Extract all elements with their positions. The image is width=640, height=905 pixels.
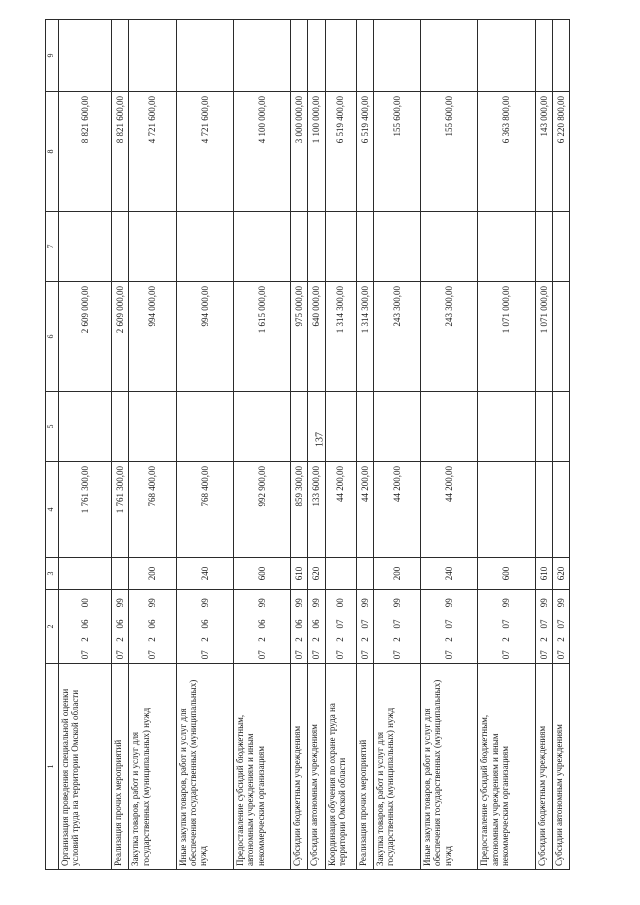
code-part-cell: 07: [478, 616, 535, 633]
code-part-cell: 07: [325, 616, 356, 633]
amount-cell-col9: 3 000 000,00: [291, 92, 308, 212]
budget-table: [45, 19, 570, 870]
row-name-cell: Субсидии бюджетным учреждениям: [291, 664, 308, 870]
row-name-cell: Предоставление субсидий бюджетным, автономным учреждениям и иным некоммерческим организациям: [478, 664, 535, 870]
amount-cell-col5: 992 900,00: [234, 462, 291, 558]
amount-cell-col6: [356, 392, 373, 462]
amount-cell-col5: [478, 462, 535, 558]
table-row: [373, 20, 420, 870]
amount-cell-col6: [478, 392, 535, 462]
code-part-cell: 00: [325, 590, 356, 616]
row-name-cell: Реализация прочих мероприятий: [112, 664, 129, 870]
code-part-cell: 2: [129, 633, 176, 647]
col-header: 7: [46, 212, 59, 282]
code-part-cell: 2: [535, 633, 552, 647]
code-part-cell: 99: [176, 590, 233, 616]
code-part-cell: 06: [59, 616, 112, 633]
code-part-cell: 2: [373, 633, 420, 647]
code-part-cell: 07: [373, 647, 420, 664]
page-number: 137: [314, 432, 326, 447]
amount-cell-col8: [356, 212, 373, 282]
code-part-cell: 2: [59, 633, 112, 647]
code-part-cell: 07: [291, 647, 308, 664]
amount-cell-col9: 155 600,00: [373, 92, 420, 212]
amount-cell-col8: [552, 212, 569, 282]
amount-cell-col9: 4 721 600,00: [129, 92, 176, 212]
code-part-cell: 2: [552, 633, 569, 647]
code-part-cell: 99: [356, 590, 373, 616]
row-name-cell: Субсидии автономным учреждениям: [552, 664, 569, 870]
amount-cell-col5: [552, 462, 569, 558]
amount-cell-col10: [59, 20, 112, 92]
amount-cell-col8: [112, 212, 129, 282]
code-part-cell: 2: [308, 633, 325, 647]
code-part-cell: 99: [535, 590, 552, 616]
expense-type-cell: 600: [478, 558, 535, 590]
amount-cell-col9: 6 519 400,00: [356, 92, 373, 212]
code-part-cell: 2: [112, 633, 129, 647]
code-part-cell: 06: [234, 616, 291, 633]
row-name-cell: Координация обучения по охране труда на территории Омской области: [325, 664, 356, 870]
table-row: [421, 20, 478, 870]
amount-cell-col8: [308, 212, 325, 282]
amount-cell-col8: [325, 212, 356, 282]
amount-cell-col8: [373, 212, 420, 282]
amount-cell-col7: [552, 282, 569, 392]
row-name-cell: Реализация прочих мероприятий: [356, 664, 373, 870]
amount-cell-col5: 44 200,00: [421, 462, 478, 558]
col-header: 5: [46, 392, 59, 462]
amount-cell-col10: [373, 20, 420, 92]
amount-cell-col8: [59, 212, 112, 282]
amount-cell-col7: 1 314 300,00: [325, 282, 356, 392]
code-part-cell: 07: [176, 647, 233, 664]
amount-cell-col5: 44 200,00: [325, 462, 356, 558]
expense-type-cell: 610: [535, 558, 552, 590]
code-part-cell: 2: [176, 633, 233, 647]
code-part-cell: 06: [291, 616, 308, 633]
amount-cell-col8: [421, 212, 478, 282]
code-part-cell: 2: [356, 633, 373, 647]
code-part-cell: 07: [356, 616, 373, 633]
amount-cell-col8: [291, 212, 308, 282]
amount-cell-col6: [234, 392, 291, 462]
table-row: [356, 20, 373, 870]
expense-type-cell: [356, 558, 373, 590]
amount-cell-col6: [535, 392, 552, 462]
row-name-cell: Иные закупки товаров, работ и услуг для обеспечения государственных (муниципальных) нужд: [421, 664, 478, 870]
amount-cell-col7: 1 071 000,00: [535, 282, 552, 392]
code-part-cell: 2: [478, 633, 535, 647]
col-header: 3: [46, 558, 59, 590]
amount-cell-col10: [112, 20, 129, 92]
code-part-cell: 99: [552, 590, 569, 616]
amount-cell-col5: 44 200,00: [373, 462, 420, 558]
expense-type-cell: 610: [291, 558, 308, 590]
amount-cell-col10: [552, 20, 569, 92]
amount-cell-col5: 768 400,00: [176, 462, 233, 558]
amount-cell-col10: [291, 20, 308, 92]
amount-cell-col6: [59, 392, 112, 462]
amount-cell-col10: [421, 20, 478, 92]
table-row: [129, 20, 176, 870]
amount-cell-col8: [176, 212, 233, 282]
amount-cell-col9: 6 220 800,00: [552, 92, 569, 212]
amount-cell-col7: 2 609 000,00: [59, 282, 112, 392]
expense-type-cell: 240: [421, 558, 478, 590]
amount-cell-col8: [535, 212, 552, 282]
amount-cell-col6: [373, 392, 420, 462]
row-name-cell: Закупка товаров, работ и услуг для государственных (муниципальных) нужд: [373, 664, 420, 870]
col-header: 1: [46, 664, 59, 870]
code-part-cell: 07: [421, 647, 478, 664]
amount-cell-col10: [129, 20, 176, 92]
amount-cell-col6: [176, 392, 233, 462]
code-part-cell: 99: [234, 590, 291, 616]
col-header: 6: [46, 282, 59, 392]
amount-cell-col7: 975 000,00: [291, 282, 308, 392]
amount-cell-col9: 6 363 800,00: [478, 92, 535, 212]
expense-type-cell: 620: [308, 558, 325, 590]
col-header: 9: [46, 20, 59, 92]
amount-cell-col10: [176, 20, 233, 92]
col-header: 8: [46, 92, 59, 212]
amount-cell-col7: 1 071 000,00: [478, 282, 535, 392]
code-part-cell: 00: [59, 590, 112, 616]
code-part-cell: 2: [291, 633, 308, 647]
amount-cell-col7: 1 615 000,00: [234, 282, 291, 392]
amount-cell-col10: [535, 20, 552, 92]
code-part-cell: 99: [373, 590, 420, 616]
code-part-cell: 2: [234, 633, 291, 647]
amount-cell-col7: 2 609 000,00: [112, 282, 129, 392]
amount-cell-col7: 243 300,00: [373, 282, 420, 392]
expense-type-cell: [325, 558, 356, 590]
amount-cell-col5: 768 400,00: [129, 462, 176, 558]
table-row: [308, 20, 325, 870]
table-row: [176, 20, 233, 870]
code-part-cell: 07: [356, 647, 373, 664]
code-part-cell: 99: [478, 590, 535, 616]
amount-cell-col6: [308, 392, 325, 462]
code-part-cell: 07: [112, 647, 129, 664]
amount-cell-col5: 133 600,00: [308, 462, 325, 558]
expense-type-cell: 620: [552, 558, 569, 590]
amount-cell-col10: [478, 20, 535, 92]
amount-cell-col6: [552, 392, 569, 462]
amount-cell-col6: [112, 392, 129, 462]
table-row: [59, 20, 112, 870]
row-name-cell: Закупка товаров, работ и услуг для государственных (муниципальных) нужд: [129, 664, 176, 870]
code-part-cell: 07: [234, 647, 291, 664]
budget-table-rotated: [45, 20, 570, 870]
code-part-cell: 06: [112, 616, 129, 633]
col-header: 4: [46, 462, 59, 558]
amount-cell-col10: [325, 20, 356, 92]
expense-type-cell: 600: [234, 558, 291, 590]
amount-cell-col9: 6 519 400,00: [325, 92, 356, 212]
code-part-cell: 99: [112, 590, 129, 616]
code-part-cell: 99: [421, 590, 478, 616]
row-name-cell: Иные закупки товаров, работ и услуг для обеспечения государственных (муниципальных) нужд: [176, 664, 233, 870]
row-name-cell: Субсидии бюджетным учреждениям: [535, 664, 552, 870]
amount-cell-col8: [129, 212, 176, 282]
code-part-cell: 99: [291, 590, 308, 616]
row-name-cell: Организация проведения специальной оценки условий труда на территории Омской области: [59, 664, 112, 870]
table-row: [552, 20, 569, 870]
amount-cell-col7: 994 000,00: [129, 282, 176, 392]
amount-cell-col7: 994 000,00: [176, 282, 233, 392]
amount-cell-col5: 44 200,00: [356, 462, 373, 558]
amount-cell-col9: 4 100 000,00: [234, 92, 291, 212]
table-row: [112, 20, 129, 870]
code-part-cell: 2: [325, 633, 356, 647]
amount-cell-col5: 859 300,00: [291, 462, 308, 558]
code-part-cell: 07: [535, 647, 552, 664]
expense-type-cell: [59, 558, 112, 590]
amount-cell-col9: 155 600,00: [421, 92, 478, 212]
amount-cell-col10: [308, 20, 325, 92]
amount-cell-col9: 143 000,00: [535, 92, 552, 212]
expense-type-cell: 240: [176, 558, 233, 590]
amount-cell-col6: [129, 392, 176, 462]
amount-cell-col10: [356, 20, 373, 92]
code-part-cell: 07: [325, 647, 356, 664]
code-part-cell: 07: [129, 647, 176, 664]
code-part-cell: 06: [129, 616, 176, 633]
row-name-cell: Предоставление субсидий бюджетным, автономным учреждениям и иным некоммерческим организациям: [234, 664, 291, 870]
amount-cell-col9: 4 721 600,00: [176, 92, 233, 212]
amount-cell-col7: 1 314 300,00: [356, 282, 373, 392]
amount-cell-col9: 8 821 600,00: [59, 92, 112, 212]
table-row: [478, 20, 535, 870]
code-part-cell: 06: [308, 616, 325, 633]
code-part-cell: 07: [308, 647, 325, 664]
amount-cell-col5: [535, 462, 552, 558]
code-part-cell: 07: [552, 647, 569, 664]
expense-type-cell: 200: [373, 558, 420, 590]
amount-cell-col10: [234, 20, 291, 92]
table-row: [291, 20, 308, 870]
amount-cell-col6: [325, 392, 356, 462]
table-row: [535, 20, 552, 870]
amount-cell-col7: 243 300,00: [421, 282, 478, 392]
code-part-cell: 07: [552, 616, 569, 633]
table-header-row: [46, 20, 59, 870]
code-part-cell: 2: [421, 633, 478, 647]
code-part-cell: 07: [421, 616, 478, 633]
row-name-cell: Субсидии автономным учреждениям: [308, 664, 325, 870]
amount-cell-col6: [421, 392, 478, 462]
code-part-cell: 07: [478, 647, 535, 664]
table-row: [234, 20, 291, 870]
amount-cell-col8: [478, 212, 535, 282]
code-part-cell: 07: [59, 647, 112, 664]
amount-cell-col8: [234, 212, 291, 282]
expense-type-cell: 200: [129, 558, 176, 590]
amount-cell-col5: 1 761 300,00: [59, 462, 112, 558]
amount-cell-col9: 8 821 600,00: [112, 92, 129, 212]
code-part-cell: 99: [129, 590, 176, 616]
amount-cell-col5: 1 761 300,00: [112, 462, 129, 558]
expense-type-cell: [112, 558, 129, 590]
table-row: [325, 20, 356, 870]
amount-cell-col9: 1 100 000,00: [308, 92, 325, 212]
col-header: 2: [46, 590, 59, 664]
amount-cell-col6: [291, 392, 308, 462]
code-part-cell: 99: [308, 590, 325, 616]
code-part-cell: 07: [373, 616, 420, 633]
code-part-cell: 07: [535, 616, 552, 633]
code-part-cell: 06: [176, 616, 233, 633]
amount-cell-col7: 640 000,00: [308, 282, 325, 392]
